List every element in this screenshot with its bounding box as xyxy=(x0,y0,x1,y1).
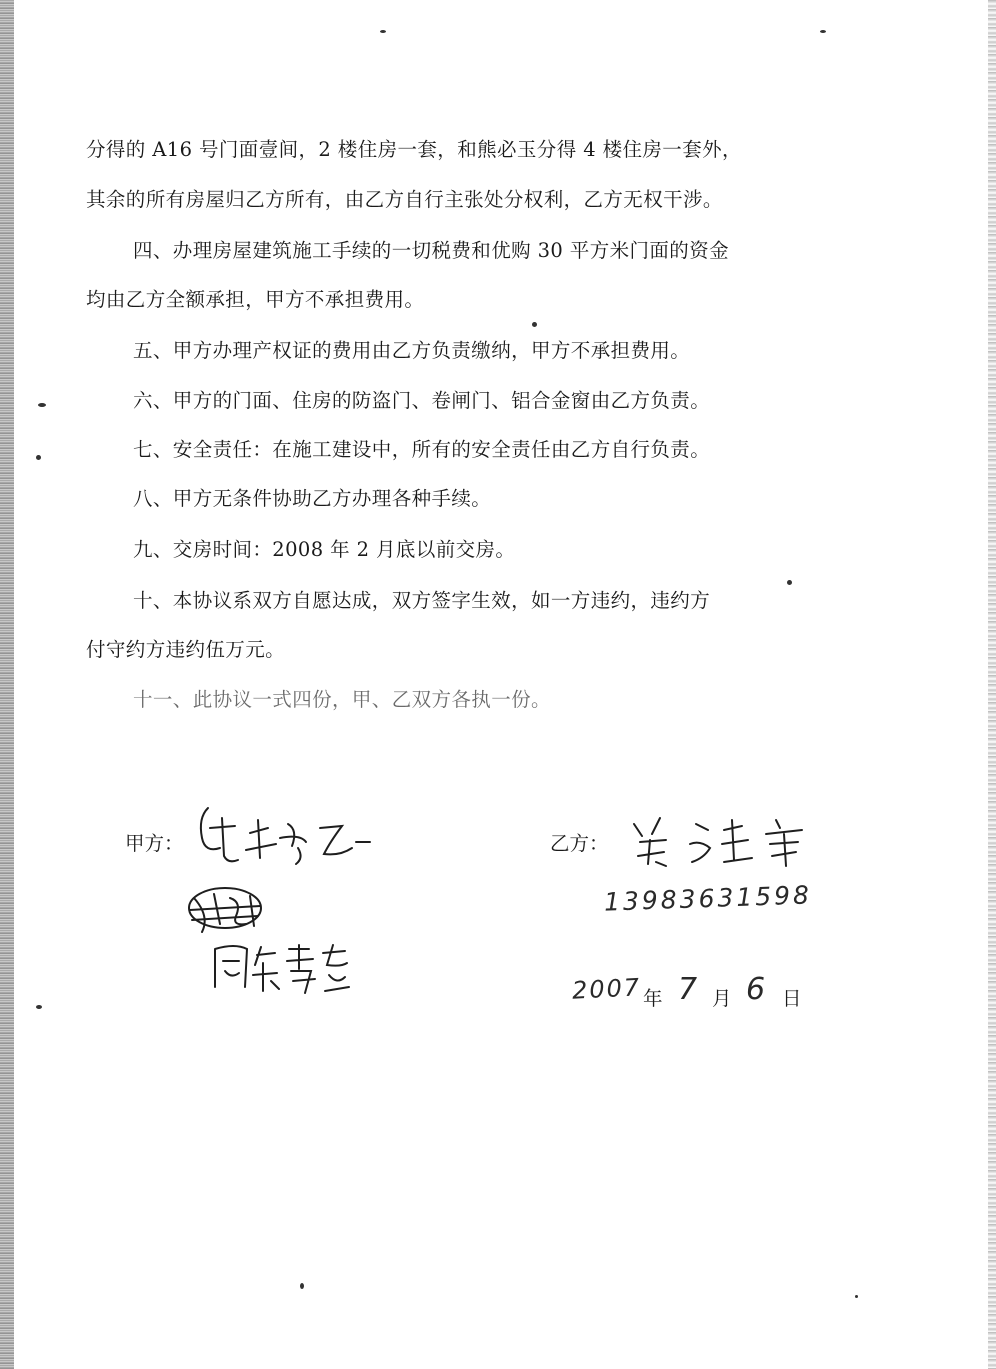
party-a-signature-second xyxy=(180,880,270,940)
clause-4-line-2: 均由乙方全额承担，甲方不承担费用。 xyxy=(86,288,425,311)
scan-speck xyxy=(38,403,46,407)
date-year: 2007 xyxy=(571,973,642,1005)
scan-speck xyxy=(36,1005,42,1009)
clause-7: 七、安全责任：在施工建设中，所有的安全责任由乙方自行负责。 xyxy=(133,438,711,461)
party-a-signature-third xyxy=(205,935,355,1000)
scan-speck xyxy=(380,30,386,33)
contract-line-2: 其余的所有房屋归乙方所有，由乙方自行主张处分权利，乙方无权干涉。 xyxy=(86,188,723,211)
date-month: 7 xyxy=(678,972,698,1007)
scan-right-edge xyxy=(988,0,996,1369)
clause-9: 九、交房时间：2008 年 2 月底以前交房。 xyxy=(133,538,516,561)
clause-11: 十一、此协议一式四份，甲、乙双方各执一份。 xyxy=(133,688,551,711)
date-month-unit: 月 xyxy=(712,987,732,1010)
clause-6: 六、甲方的门面、住房的防盗门、卷闸门、铝合金窗由乙方负责。 xyxy=(133,389,711,412)
party-b-phone: 13983631598 xyxy=(603,880,813,917)
scan-speck xyxy=(820,30,826,33)
clause-5: 五、甲方办理产权证的费用由乙方负责缴纳，甲方不承担费用。 xyxy=(133,339,691,362)
contract-line-1: 分得的 A16 号门面壹间，2 楼住房一套，和熊必玉分得 4 楼住房一套外， xyxy=(86,138,742,161)
clause-4-line-1: 四、办理房屋建筑施工手续的一切税费和优购 30 平方米门面的资金 xyxy=(133,239,730,262)
party-b-label: 乙方： xyxy=(550,832,609,855)
scan-speck xyxy=(787,580,792,585)
scan-speck xyxy=(36,455,41,460)
party-a-signature xyxy=(180,798,380,873)
scan-speck xyxy=(532,322,537,327)
clause-8: 八、甲方无条件协助乙方办理各种手续。 xyxy=(133,487,492,510)
party-b-signature xyxy=(620,800,820,880)
clause-10-line-1: 十、本协议系双方自愿达成，双方签字生效，如一方违约，违约方 xyxy=(133,589,711,612)
scan-speck xyxy=(300,1283,304,1289)
scan-speck xyxy=(855,1295,858,1298)
date-year-unit: 年 xyxy=(643,987,663,1010)
date-day: 6 xyxy=(746,972,766,1007)
date-day-unit: 日 xyxy=(782,987,802,1010)
party-a-label: 甲方： xyxy=(125,832,184,855)
clause-10-line-2: 付守约方违约伍万元。 xyxy=(86,638,286,661)
scan-left-edge xyxy=(0,0,14,1369)
